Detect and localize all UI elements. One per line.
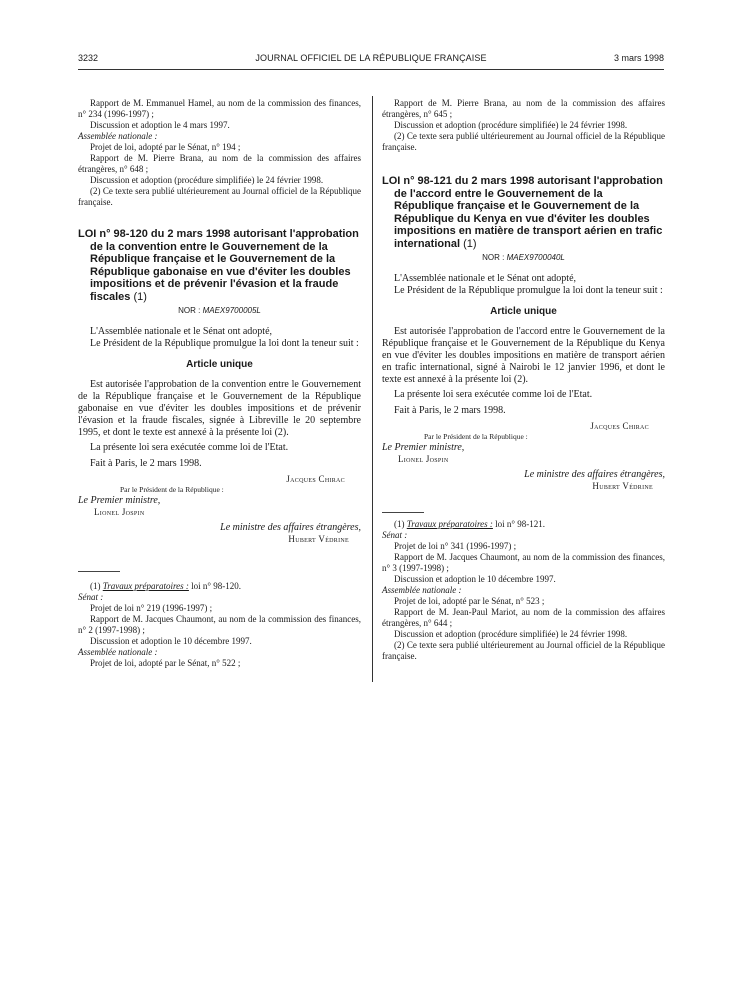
right-execution: La présente loi sera exécutée comme loi de l'Etat.: [394, 389, 593, 400]
right-column: [382, 98, 665, 662]
right-article-heading: Article unique: [490, 306, 557, 317]
left-top-line: Rapport de M. Emmanuel Hamel, au nom de la commission des finances, n° 234 (1996-1997) ;: [78, 98, 361, 119]
right-footnote-head: [382, 519, 665, 530]
right-intro-1: L'Assemblée nationale et le Sénat ont adopté,: [394, 273, 577, 284]
right-note-2: (2) Ce texte sera publié ultérieurement au Journal officiel de la République française.: [382, 131, 665, 152]
left-nor: [78, 306, 361, 316]
left-pm-title: Le Premier ministre,: [78, 495, 161, 506]
journal-title: JOURNAL OFFICIEL DE LA RÉPUBLIQUE FRANÇAISE: [255, 53, 487, 63]
left-signatory: Jacques Chirac: [286, 474, 345, 484]
right-intro-2: Le Président de la République promulgue la loi dont la teneur suit :: [394, 285, 663, 296]
right-minister-title: Le ministre des affaires étrangères,: [524, 469, 665, 480]
left-execution: La présente loi sera exécutée comme loi de l'Etat.: [90, 442, 289, 453]
right-fn-an-line: Projet de loi, adopté par le Sénat, n° 523 ;: [394, 596, 545, 606]
right-nor-code: MAEX9700040L: [506, 253, 565, 262]
left-fn-num: (1): [90, 581, 101, 591]
left-note-2: (2) Ce texte sera publié ultérieurement au Journal officiel de la République française.: [78, 186, 361, 207]
right-fn-num: (1): [394, 519, 405, 529]
left-article-heading: Article unique: [186, 359, 253, 370]
left-minister-title: Le ministre des affaires étrangères,: [220, 522, 361, 533]
left-top-line: Discussion et adoption le 4 mars 1997.: [90, 120, 230, 130]
right-top-line: Discussion et adoption (procédure simplifiée) le 24 février 1998.: [394, 120, 628, 130]
right-fn-senat-line: Rapport de M. Jacques Chaumont, au nom de la commission des finances, n° 3 (1997-1998) ;: [382, 552, 665, 573]
header-rule: [78, 69, 664, 70]
left-intro-1: L'Assemblée nationale et le Sénat ont adopté,: [90, 326, 273, 337]
left-nor-code: MAEX9700005L: [202, 306, 261, 315]
left-assemblee-line: Rapport de M. Pierre Brana, au nom de la commission des affaires étrangères, n° 648 ;: [78, 153, 361, 174]
right-top-line: Rapport de M. Pierre Brana, au nom de la commission des affaires étrangères, n° 645 ;: [382, 98, 665, 119]
left-fn-senat-line: Projet de loi n° 219 (1996-1997) ;: [90, 603, 213, 613]
left-fn-senat-line: Discussion et adoption le 10 décembre 1997.: [90, 636, 252, 646]
left-assemblee-line: Projet de loi, adopté par le Sénat, n° 194 ;: [90, 142, 241, 152]
right-fn-an-label: Assemblée nationale :: [382, 585, 462, 595]
left-fn-an-line: Projet de loi, adopté par le Sénat, n° 522 ;: [90, 658, 241, 668]
right-fn-note-2: (2) Ce texte sera publié ultérieurement au Journal officiel de la République française.: [382, 640, 665, 661]
right-pm-name: Lionel Jospin: [398, 454, 449, 464]
right-minister-name: Hubert Védrine: [592, 481, 653, 491]
left-nor-label: NOR :: [178, 306, 201, 315]
right-signatory: Jacques Chirac: [590, 421, 649, 431]
right-fn-loi: loi n° 98-121.: [495, 519, 546, 529]
page-header: [78, 53, 664, 67]
left-intro-2: Le Président de la République promulgue la loi dont la teneur suit :: [90, 338, 359, 349]
right-par-president: Par le Président de la République :: [424, 432, 528, 441]
left-assemblee-line: Discussion et adoption (procédure simplifiée) le 24 février 1998.: [90, 175, 324, 185]
left-fn-senat-line: Rapport de M. Jacques Chaumont, au nom de la commission des finances, n° 2 (1997-1998) ;: [78, 614, 361, 635]
right-fn-senat-label: Sénat :: [382, 530, 408, 540]
right-article-text: Est autorisée l'approbation de l'accord entre le Gouvernement de la République française et le Gouvernement de la République du Kenya en vue d'éviter les doubles impositions en matière de transport aérien en trafic international, signé à Nairobi le 12 janvier 1996, et dont le texte est annexé à la présente loi (2).: [382, 326, 665, 385]
left-column: [78, 98, 361, 669]
right-law-ref: (1): [463, 237, 477, 250]
right-fn-an-line: Rapport de M. Jean-Paul Mariot, au nom de la commission des affaires étrangères, n° 644 ;: [382, 607, 665, 628]
left-footnote-head: [78, 581, 361, 592]
left-pm-name: Lionel Jospin: [94, 507, 145, 517]
right-fn-senat-line: Discussion et adoption le 10 décembre 1997.: [394, 574, 556, 584]
left-law-title-text: LOI n° 98-120 du 2 mars 1998 autorisant l'approbation de la convention entre le Gouvernement de la République française et le Gouvernement de la République gabonaise en vue d'éviter les doubles impositions et de prévenir l'évasion et la fraude fiscales: [78, 228, 359, 303]
right-nor: [382, 253, 665, 263]
left-fait: Fait à Paris, le 2 mars 1998.: [90, 458, 202, 469]
right-law-title: [382, 175, 665, 250]
left-fn-senat-label: Sénat :: [78, 592, 104, 602]
right-nor-label: NOR :: [482, 253, 505, 262]
left-assemblee-label: Assemblée nationale :: [78, 131, 158, 141]
column-divider: [372, 96, 373, 682]
left-article-text: Est autorisée l'approbation de la convention entre le Gouvernement de la République française et le Gouvernement de la République gabonaise en vue d'éviter les doubles impositions et de prévenir l'évasion et la fraude fiscales, signée à Libreville le 20 septembre 1995, et dont le texte est annexé à la présente loi (2).: [78, 379, 361, 438]
left-par-president: Par le Président de la République :: [120, 485, 224, 494]
right-fn-an-line: Discussion et adoption (procédure simplifiée) le 24 février 1998.: [394, 629, 628, 639]
issue-date: 3 mars 1998: [613, 53, 664, 63]
right-fn-senat-line: Projet de loi n° 341 (1996-1997) ;: [394, 541, 517, 551]
right-pm-title: Le Premier ministre,: [382, 442, 465, 453]
right-law-title-text: LOI n° 98-121 du 2 mars 1998 autorisant l'approbation de l'accord entre le Gouvernement de la République française et le Gouvernement de la République du Kenya en vue d'éviter les doubles impositions en matière de transport aérien en trafic international: [382, 175, 663, 250]
left-fn-loi: loi n° 98-120.: [191, 581, 242, 591]
left-fn-label: Travaux préparatoires :: [102, 581, 189, 591]
right-fn-label: Travaux préparatoires :: [406, 519, 493, 529]
left-minister-name: Hubert Védrine: [288, 534, 349, 544]
left-law-ref: (1): [133, 290, 147, 303]
page-number: 3232: [78, 53, 99, 63]
right-fait: Fait à Paris, le 2 mars 1998.: [394, 405, 506, 416]
left-fn-an-label: Assemblée nationale :: [78, 647, 158, 657]
left-law-title: [78, 228, 361, 303]
